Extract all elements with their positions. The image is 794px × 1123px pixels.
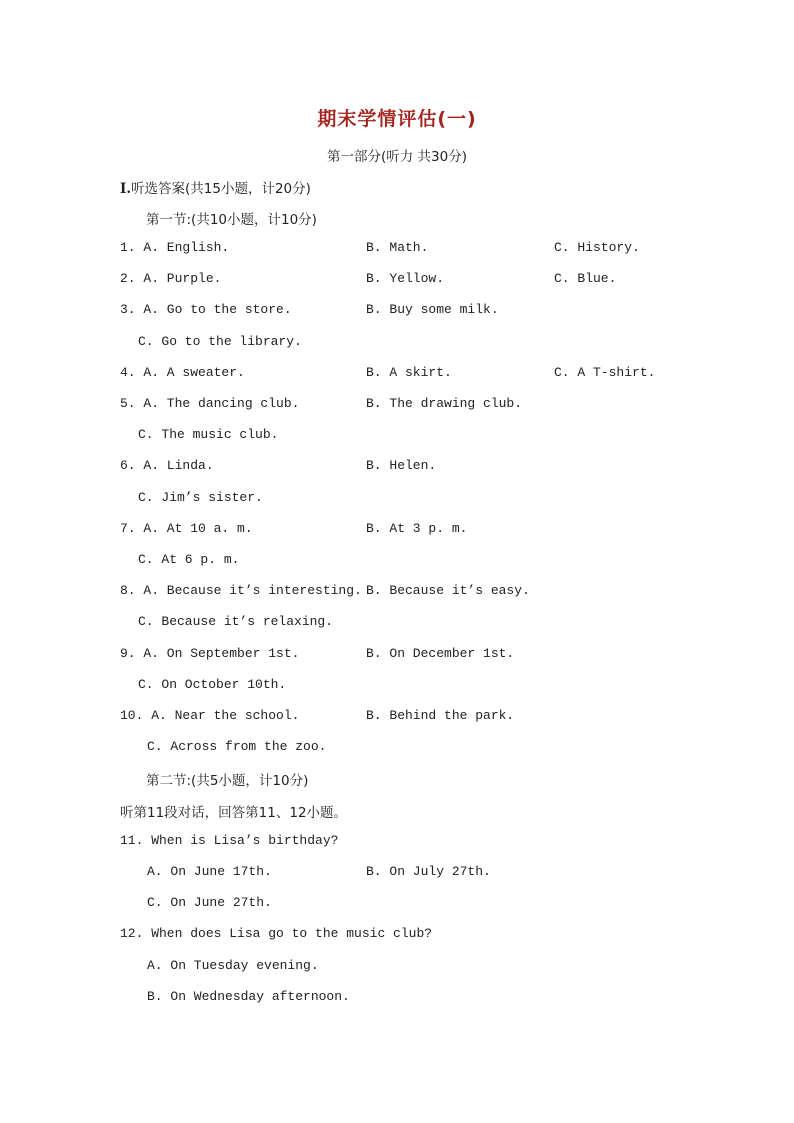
q7-option-b: B. At 3 p. m. <box>366 521 468 536</box>
section-numeral: Ⅰ. <box>120 181 132 197</box>
part-one-heading: 第一节:(共10小题，计10分) <box>146 212 317 228</box>
q12-option-b: B. On Wednesday afternoon. <box>147 989 350 1004</box>
q4-option-a: 4. A. A sweater. <box>120 365 245 380</box>
q11-option-c: C. On June 27th. <box>147 895 272 910</box>
q5-option-a: 5. A. The dancing club. <box>120 396 300 411</box>
q1-option-a: 1. A. English. <box>120 240 230 255</box>
q1-option-b: B. Math. <box>366 240 429 255</box>
page-title: 期末学情评估(一) <box>317 108 477 130</box>
q8-option-c: C. Because it’s relaxing. <box>138 614 334 629</box>
q6-option-b: B. Helen. <box>366 458 437 473</box>
q9-option-a: 9. A. On September 1st. <box>120 646 300 661</box>
q8-option-b: B. Because it’s easy. <box>366 583 530 598</box>
section-heading-text: 听选答案(共15小题，计20分) <box>131 181 311 197</box>
part-two-heading: 第二节:(共5小题，计10分) <box>146 773 309 789</box>
page-subtitle: 第一部分(听力 共30分) <box>326 149 467 165</box>
q2-option-c: C. Blue. <box>554 271 617 286</box>
dialog-instruction: 听第11段对话，回答第11、12小题。 <box>120 805 348 821</box>
q7-option-c: C. At 6 p. m. <box>138 552 240 567</box>
q5-option-b: B. The drawing club. <box>366 396 523 411</box>
q12-stem: 12. When does Lisa go to the music club? <box>120 926 433 941</box>
q7-option-a: 7. A. At 10 a. m. <box>120 521 253 536</box>
q3-option-b: B. Buy some milk. <box>366 302 499 317</box>
q6-option-a: 6. A. Linda. <box>120 458 214 473</box>
q2-option-b: B. Yellow. <box>366 271 445 286</box>
q6-option-c: C. Jim’s sister. <box>138 490 263 505</box>
q3-option-c: C. Go to the library. <box>138 334 302 349</box>
q9-option-c: C. On October 10th. <box>138 677 287 692</box>
q4-option-c: C. A T-shirt. <box>554 365 656 380</box>
q10-option-b: B. Behind the park. <box>366 708 515 723</box>
q3-option-a: 3. A. Go to the store. <box>120 302 292 317</box>
q11-option-a: A. On June 17th. <box>147 864 272 879</box>
q10-option-a: 10. A. Near the school. <box>120 708 300 723</box>
q12-option-a: A. On Tuesday evening. <box>147 958 319 973</box>
q11-option-b: B. On July 27th. <box>366 864 491 879</box>
q10-option-c: C. Across from the zoo. <box>147 739 327 754</box>
q2-option-a: 2. A. Purple. <box>120 271 222 286</box>
q4-option-b: B. A skirt. <box>366 365 452 380</box>
q5-option-c: C. The music club. <box>138 427 279 442</box>
q9-option-b: B. On December 1st. <box>366 646 515 661</box>
section-heading <box>120 177 311 197</box>
q1-option-c: C. History. <box>554 240 640 255</box>
q8-option-a: 8. A. Because it’s interesting. <box>120 583 362 598</box>
q11-stem: 11. When is Lisa’s birthday? <box>120 833 339 848</box>
